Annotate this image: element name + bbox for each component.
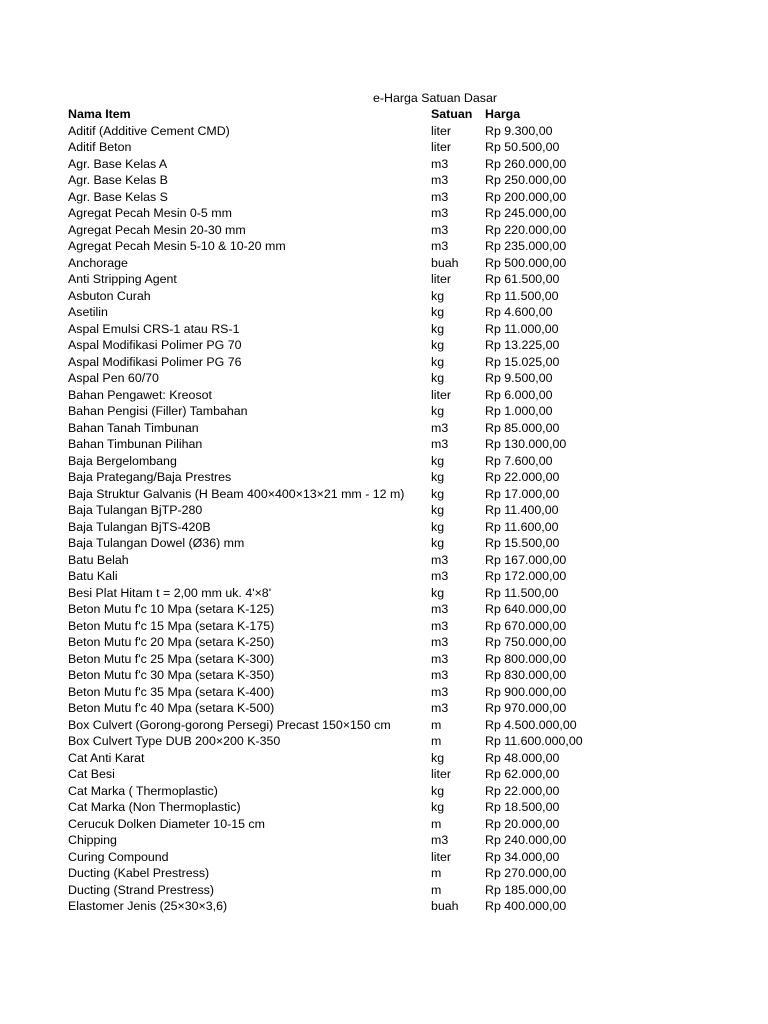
table-row <box>68 222 668 239</box>
item-unit: m3 <box>431 668 449 682</box>
item-price: Rp 50.500,00 <box>485 140 560 154</box>
item-name: Agregat Pecah Mesin 0-5 mm <box>68 206 232 220</box>
item-unit: kg <box>431 404 445 418</box>
item-unit: m3 <box>431 684 449 699</box>
item-name: Baja Tulangan Dowel (Ø36) mm <box>68 536 245 550</box>
item-name: Beton Mutu f'c 10 Mpa (setara K-125) <box>68 602 275 616</box>
table-row <box>68 882 668 899</box>
item-name: Beton Mutu f'c 25 Mpa (setara K-300) <box>68 651 275 666</box>
item-name: Cerucuk Dolken Diameter 10-15 cm <box>68 816 265 831</box>
item-price: Rp 11.600.000,00 <box>485 734 583 748</box>
item-name: Baja Tulangan BjTS-420B <box>68 519 211 534</box>
item-price: Rp 260.000,00 <box>485 156 567 171</box>
item-name: Cat Anti Karat <box>68 750 145 765</box>
item-unit: kg <box>431 800 445 814</box>
item-price: Rp 750.000,00 <box>485 635 567 649</box>
table-row <box>68 816 668 833</box>
price-table <box>68 106 668 915</box>
item-name: Beton Mutu f'c 30 Mpa (setara K-350) <box>68 668 275 682</box>
table-row <box>68 469 668 486</box>
table-row <box>68 255 668 272</box>
item-unit: m3 <box>431 833 449 847</box>
table-row <box>68 849 668 866</box>
table-row <box>68 139 668 156</box>
item-price: Rp 240.000,00 <box>485 833 567 847</box>
item-price: Rp 270.000,00 <box>485 866 567 880</box>
table-row <box>68 502 668 519</box>
table-row <box>68 321 668 338</box>
item-price: Rp 220.000,00 <box>485 222 567 237</box>
item-price: Rp 9.500,00 <box>485 371 553 385</box>
item-price: Rp 11.500,00 <box>485 288 559 303</box>
item-price: Rp 15.500,00 <box>485 536 560 550</box>
table-row <box>68 420 668 437</box>
item-unit: kg <box>431 519 445 534</box>
item-name: Agr. Base Kelas S <box>68 189 168 204</box>
table-row <box>68 667 668 684</box>
item-name: Cat Marka ( Thermoplastic) <box>68 783 218 798</box>
item-price: Rp 15.025,00 <box>485 354 560 369</box>
table-row <box>68 783 668 800</box>
page-title: e-Harga Satuan Dasar <box>373 91 497 105</box>
item-name: Aspal Emulsi CRS-1 atau RS-1 <box>68 321 240 336</box>
item-unit: m3 <box>431 189 449 204</box>
item-price: Rp 250.000,00 <box>485 173 567 187</box>
item-price: Rp 9.300,00 <box>485 123 553 138</box>
item-unit: m3 <box>431 602 449 616</box>
item-unit: m <box>431 717 442 732</box>
item-unit: kg <box>431 503 445 517</box>
item-price: Rp 185.000,00 <box>485 882 567 897</box>
item-unit: liter <box>431 849 451 864</box>
item-unit: m3 <box>431 173 449 187</box>
item-unit: kg <box>431 453 445 468</box>
item-unit: kg <box>431 783 445 798</box>
item-name: Elastomer Jenis (25×30×3,6) <box>68 899 228 913</box>
table-row <box>68 453 668 470</box>
item-price: Rp 400.000,00 <box>485 899 567 913</box>
table-row <box>68 288 668 305</box>
item-name: Bahan Tanah Timbunan <box>68 420 199 435</box>
item-name: Besi Plat Hitam t = 2,00 mm uk. 4'×8' <box>68 585 272 600</box>
item-name: Asbuton Curah <box>68 288 151 303</box>
item-price: Rp 13.225,00 <box>485 338 560 352</box>
item-price: Rp 172.000,00 <box>485 569 567 583</box>
item-price: Rp 6.000,00 <box>485 387 553 402</box>
table-row <box>68 486 668 503</box>
item-unit: m <box>431 866 442 880</box>
table-row <box>68 304 668 321</box>
table-row <box>68 700 668 717</box>
item-unit: m3 <box>431 701 449 715</box>
item-price: Rp 245.000,00 <box>485 206 567 220</box>
item-unit: m3 <box>431 569 449 583</box>
item-unit: m3 <box>431 222 449 237</box>
item-unit: buah <box>431 255 459 270</box>
item-price: Rp 20.000,00 <box>485 816 560 831</box>
item-name: Aspal Modifikasi Polimer PG 70 <box>68 338 242 352</box>
table-row <box>68 403 668 420</box>
table-row <box>68 387 668 404</box>
item-name: Baja Tulangan BjTP-280 <box>68 503 203 517</box>
item-name: Box Culvert Type DUB 200×200 K-350 <box>68 734 281 748</box>
item-price: Rp 167.000,00 <box>485 552 567 567</box>
table-row <box>68 865 668 882</box>
item-unit: kg <box>431 470 445 484</box>
item-price: Rp 670.000,00 <box>485 618 567 633</box>
table-row <box>68 568 668 585</box>
item-price: Rp 11.400,00 <box>485 503 559 517</box>
item-unit: liter <box>431 140 451 154</box>
item-name: Aspal Pen 60/70 <box>68 371 159 385</box>
table-row <box>68 684 668 701</box>
item-unit: m3 <box>431 156 449 171</box>
item-name: Agr. Base Kelas B <box>68 173 168 187</box>
table-row <box>68 766 668 783</box>
item-unit: m3 <box>431 635 449 649</box>
item-price: Rp 11.600,00 <box>485 519 559 534</box>
item-unit: m <box>431 882 442 897</box>
item-price: Rp 17.000,00 <box>485 486 560 501</box>
item-unit: liter <box>431 123 451 138</box>
item-name: Baja Prategang/Baja Prestres <box>68 470 232 484</box>
table-body <box>68 123 668 915</box>
table-row <box>68 898 668 915</box>
item-unit: m <box>431 734 442 748</box>
item-price: Rp 85.000,00 <box>485 420 560 435</box>
item-unit: liter <box>431 767 451 781</box>
item-name: Cat Marka (Non Thermoplastic) <box>68 800 241 814</box>
table-row <box>68 156 668 173</box>
item-name: Box Culvert (Gorong-gorong Persegi) Precast 150×150 cm <box>68 717 391 732</box>
item-name: Agr. Base Kelas A <box>68 156 168 171</box>
table-row <box>68 717 668 734</box>
item-price: Rp 900.000,00 <box>485 684 567 699</box>
item-name: Ducting (Kabel Prestress) <box>68 866 210 880</box>
item-name: Bahan Timbunan Pilihan <box>68 437 203 451</box>
table-row <box>68 123 668 140</box>
item-unit: kg <box>431 321 445 336</box>
item-name: Batu Kali <box>68 569 118 583</box>
table-row <box>68 337 668 354</box>
item-name: Aditif Beton <box>68 140 132 154</box>
item-unit: kg <box>431 354 445 369</box>
item-price: Rp 4.600,00 <box>485 305 553 319</box>
item-name: Cat Besi <box>68 767 115 781</box>
item-name: Anchorage <box>68 255 128 270</box>
item-price: Rp 11.000,00 <box>485 321 559 336</box>
item-name: Chipping <box>68 833 117 847</box>
table-row <box>68 585 668 602</box>
item-price: Rp 18.500,00 <box>485 800 560 814</box>
table-row <box>68 271 668 288</box>
item-unit: kg <box>431 585 445 600</box>
table-row <box>68 238 668 255</box>
item-price: Rp 640.000,00 <box>485 602 567 616</box>
table-row <box>68 733 668 750</box>
item-unit: kg <box>431 536 445 550</box>
item-unit: m3 <box>431 239 449 253</box>
item-unit: m3 <box>431 420 449 435</box>
item-unit: kg <box>431 305 445 319</box>
item-price: Rp 22.000,00 <box>485 470 560 484</box>
item-name: Asetilin <box>68 305 108 319</box>
item-price: Rp 48.000,00 <box>485 750 560 765</box>
item-name: Aditif (Additive Cement CMD) <box>68 123 230 138</box>
item-price: Rp 830.000,00 <box>485 668 567 682</box>
item-price: Rp 11.500,00 <box>485 585 559 600</box>
item-price: Rp 4.500.000,00 <box>485 717 577 732</box>
item-name: Curing Compound <box>68 849 169 864</box>
item-price: Rp 130.000,00 <box>485 437 567 451</box>
table-row <box>68 832 668 849</box>
table-row <box>68 370 668 387</box>
item-unit: kg <box>431 486 445 501</box>
table-row <box>68 354 668 371</box>
item-unit: liter <box>431 272 451 286</box>
item-price: Rp 500.000,00 <box>485 255 567 270</box>
item-unit: m3 <box>431 437 449 451</box>
item-price: Rp 7.600,00 <box>485 453 553 468</box>
item-price: Rp 235.000,00 <box>485 239 567 253</box>
table-row <box>68 750 668 767</box>
table-row <box>68 618 668 635</box>
item-unit: kg <box>431 750 445 765</box>
item-name: Anti Stripping Agent <box>68 272 177 286</box>
item-price: Rp 61.500,00 <box>485 272 560 286</box>
table-row <box>68 436 668 453</box>
table-row <box>68 519 668 536</box>
item-unit: kg <box>431 338 445 352</box>
item-name: Beton Mutu f'c 20 Mpa (setara K-250) <box>68 635 275 649</box>
item-price: Rp 800.000,00 <box>485 651 567 666</box>
item-name: Baja Struktur Galvanis (H Beam 400×400×13×21 mm - 12 m) <box>68 486 405 501</box>
item-price: Rp 200.000,00 <box>485 189 567 204</box>
column-header-price: Harga <box>485 107 521 121</box>
table-row <box>68 535 668 552</box>
item-unit: m3 <box>431 552 449 567</box>
item-name: Beton Mutu f'c 15 Mpa (setara K-175) <box>68 618 275 633</box>
table-row <box>68 172 668 189</box>
item-name: Bahan Pengawet: Kreosot <box>68 387 212 402</box>
item-unit: m3 <box>431 651 449 666</box>
item-price: Rp 22.000,00 <box>485 783 560 798</box>
item-unit: buah <box>431 899 459 913</box>
item-name: Beton Mutu f'c 35 Mpa (setara K-400) <box>68 684 275 699</box>
item-unit: liter <box>431 387 451 402</box>
item-name: Baja Bergelombang <box>68 453 177 468</box>
item-unit: m3 <box>431 206 449 220</box>
item-name: Bahan Pengisi (Filler) Tambahan <box>68 404 248 418</box>
item-name: Aspal Modifikasi Polimer PG 76 <box>68 354 242 369</box>
item-unit: m <box>431 816 442 831</box>
item-price: Rp 62.000,00 <box>485 767 560 781</box>
item-unit: m3 <box>431 618 449 633</box>
table-header-row <box>68 106 668 123</box>
item-name: Beton Mutu f'c 40 Mpa (setara K-500) <box>68 701 275 715</box>
table-row <box>68 799 668 816</box>
item-name: Batu Belah <box>68 552 129 567</box>
item-price: Rp 34.000,00 <box>485 849 560 864</box>
table-row <box>68 189 668 206</box>
item-price: Rp 970.000,00 <box>485 701 567 715</box>
table-row <box>68 552 668 569</box>
item-unit: kg <box>431 288 445 303</box>
item-name: Agregat Pecah Mesin 20-30 mm <box>68 222 246 237</box>
table-row <box>68 651 668 668</box>
column-header-unit: Satuan <box>431 107 473 121</box>
item-name: Ducting (Strand Prestress) <box>68 882 214 897</box>
item-unit: kg <box>431 371 445 385</box>
item-price: Rp 1.000,00 <box>485 404 553 418</box>
table-row <box>68 601 668 618</box>
table-row <box>68 634 668 651</box>
item-name: Agregat Pecah Mesin 5-10 & 10-20 mm <box>68 239 286 253</box>
column-header-name: Nama Item <box>68 107 131 121</box>
table-row <box>68 205 668 222</box>
